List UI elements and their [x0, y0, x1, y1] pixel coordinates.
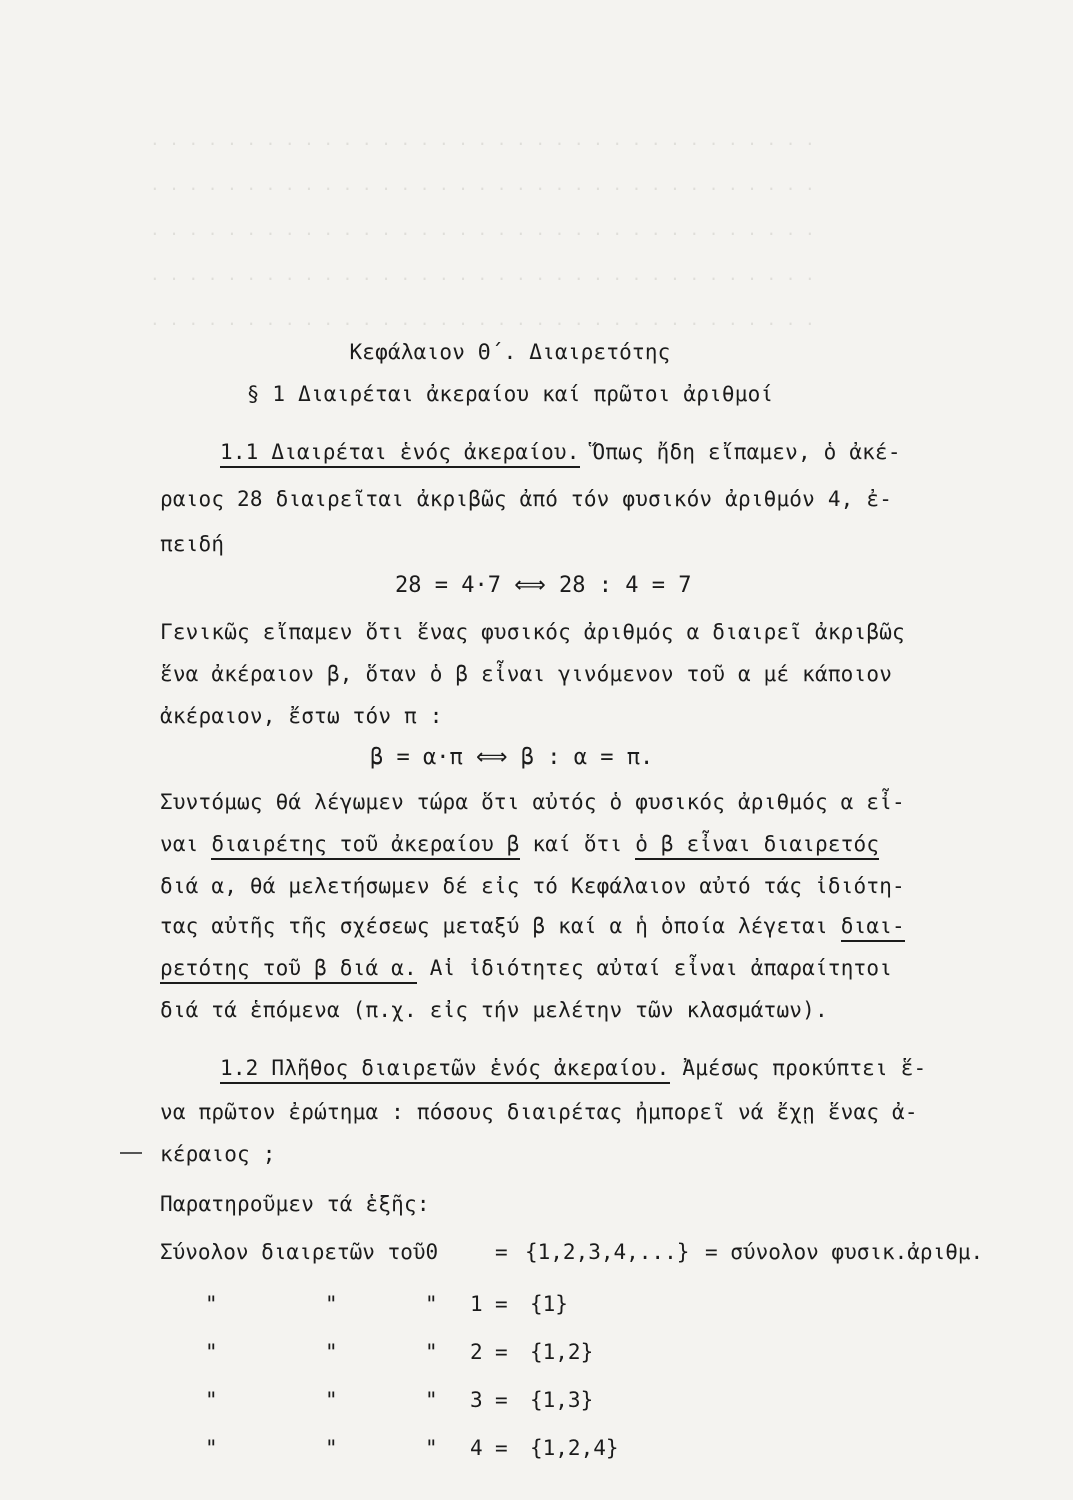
ditto-mark: "	[425, 1436, 438, 1460]
divisor-equals: =	[495, 1436, 508, 1460]
bleed-through-line: . . . . . . . . . . . . . . . . . . . . . . . . . . . . . . . . . . .	[150, 310, 815, 329]
formula-equivalence: 28 = 4·7 ⟺ 28 : 4 = 7	[395, 573, 692, 598]
ditto-mark: "	[325, 1388, 338, 1412]
paragraph-line	[160, 914, 905, 938]
paragraph-line: Συντόμως θά λέγωμεν τώρα ὅτι αὐτός ὁ φυσικός ἀριθμός α εἶ-	[160, 790, 905, 814]
bleed-through-line: . . . . . . . . . . . . . . . . . . . . . . . . . . . . . . . . . . .	[150, 220, 815, 239]
underlined-term: ὁ β εἶναι διαιρετός	[635, 832, 879, 860]
paragraph-line: πειδή	[160, 532, 225, 556]
paragraph-line: ἀκέραιον, ἔστω τόν π :	[160, 704, 443, 728]
chapter-title: Κεφάλαιον Θ΄. Διαιρετότης	[349, 340, 671, 364]
paragraph-line: Γενικῶς εἴπαμεν ὅτι ἕνας φυσικός ἀριθμός α διαιρεῖ ἀκριβῶς	[160, 620, 905, 644]
text-run: Ὅπως ἤδη εἴπαμεν, ὁ ἀκέ-	[579, 440, 901, 464]
subsection-title: 1.2 Πλῆθος διαιρετῶν ἑνός ἀκεραίου.	[220, 1056, 670, 1084]
ditto-mark: "	[425, 1388, 438, 1412]
subsection-title: 1.1 Διαιρέται ἑνός ἀκεραίου.	[220, 440, 580, 468]
formula-definition: β = α·π ⟺ β : α = π.	[370, 745, 654, 770]
text-run: Αἱ ἰδιότητες αὐταί εἶναι ἀπαραίτητοι	[416, 956, 893, 980]
paragraph-line: Παρατηροῦμεν τά ἑξῆς:	[160, 1192, 430, 1216]
section-title: § 1 Διαιρέται ἀκεραίου καί πρῶτοι ἀριθμοί	[246, 382, 774, 406]
paragraph-line: ραιος 28 διαιρεῖται ἀκριβῶς ἀπό τόν φυσικόν ἀριθμόν 4, ἐ-	[160, 487, 893, 511]
paragraph-line	[220, 440, 901, 464]
paragraph-line	[160, 956, 892, 980]
divisor-equals: =	[495, 1388, 508, 1412]
ditto-mark: "	[325, 1340, 338, 1364]
ditto-mark: "	[325, 1436, 338, 1460]
text-run: Ἀμέσως προκύπτει ἕ-	[669, 1056, 927, 1080]
paragraph-line: διά τά ἑπόμενα (π.χ. εἰς τήν μελέτην τῶν κλασμάτων).	[160, 998, 828, 1022]
row-number: 3	[470, 1388, 483, 1412]
paragraph-line: να πρῶτον ἐρώτημα : πόσους διαιρέτας ἠμπορεῖ νά ἔχῃ ἕνας ἀ-	[160, 1100, 918, 1124]
divisor-set: {1,2,4}	[530, 1436, 619, 1460]
text-run: ναι	[160, 832, 212, 856]
ditto-mark: "	[205, 1388, 218, 1412]
bleed-through-line: . . . . . . . . . . . . . . . . . . . . . . . . . . . . . . . . . . .	[150, 175, 815, 194]
row-number: 1	[470, 1292, 483, 1316]
row-number: 0	[425, 1240, 439, 1264]
bleed-through-line: . . . . . . . . . . . . . . . . . . . . . . . . . . . . . . . . . . .	[150, 265, 815, 284]
paragraph-line: διά α, θά μελετήσωμεν δέ εἰς τό Κεφάλαιον αὐτό τάς ἰδιότη-	[160, 874, 905, 898]
divisor-note: = σύνολον φυσικ.ἀριθμ.	[705, 1240, 984, 1264]
divisor-equals: =	[495, 1292, 508, 1316]
divisor-equals: =	[495, 1340, 508, 1364]
underlined-term: διαιρέτης τοῦ ἀκεραίου β	[211, 832, 519, 860]
text-run: τας αὐτῆς τῆς σχέσεως μεταξύ β καί α ἡ ὁποία λέγεται	[160, 914, 841, 938]
row-number: 2	[470, 1340, 483, 1364]
text-run: καί ὅτι	[519, 832, 636, 856]
paragraph-line	[160, 832, 879, 856]
ditto-mark: "	[425, 1340, 438, 1364]
divisor-row	[160, 1240, 438, 1264]
paragraph-line: κέραιος ;	[160, 1142, 276, 1166]
paragraph-line	[220, 1056, 926, 1080]
underlined-term: ρετότης τοῦ β διά α.	[160, 956, 417, 984]
divisor-set: {1,3}	[530, 1388, 594, 1412]
ditto-mark: "	[205, 1340, 218, 1364]
paragraph-line: ἕνα ἀκέραιον β, ὅταν ὁ β εἶναι γινόμενον τοῦ α μέ κάποιον	[160, 662, 893, 686]
row-label: Σύνολον διαιρετῶν τοῦ	[160, 1240, 426, 1264]
divisor-set: {1,2,3,4,...}	[525, 1240, 690, 1264]
margin-mark	[120, 1152, 142, 1154]
divisor-set: {1,2}	[530, 1340, 594, 1364]
divisor-set: {1}	[530, 1292, 568, 1316]
divisor-equals: =	[495, 1240, 508, 1264]
ditto-mark: "	[325, 1292, 338, 1316]
underlined-term: διαι-	[841, 914, 905, 942]
row-number: 4	[470, 1436, 483, 1460]
ditto-mark: "	[425, 1292, 438, 1316]
bleed-through-line: . . . . . . . . . . . . . . . . . . . . . . . . . . . . . . . . . . .	[150, 130, 815, 149]
ditto-mark: "	[205, 1436, 218, 1460]
ditto-mark: "	[205, 1292, 218, 1316]
